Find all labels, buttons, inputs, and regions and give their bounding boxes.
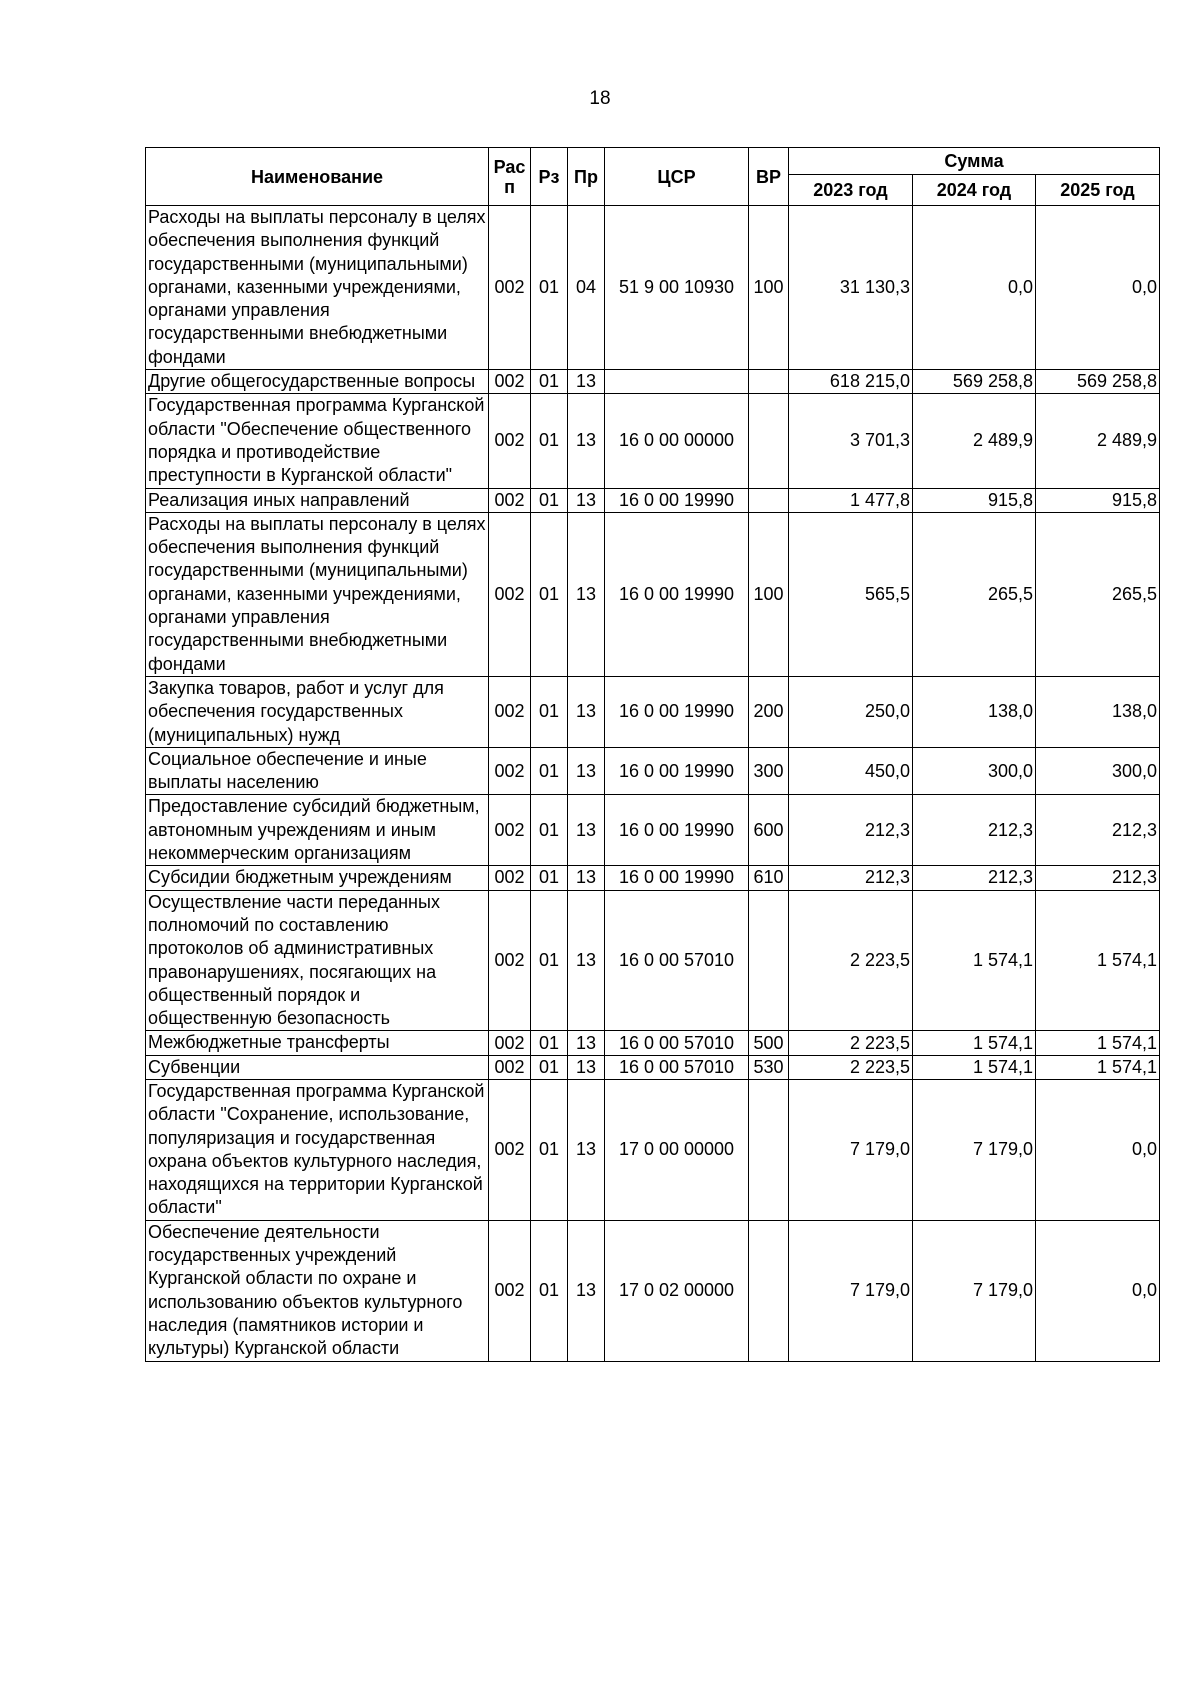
header-year-2025: 2025 год xyxy=(1036,175,1160,206)
row-sum-2025: 212,3 xyxy=(1036,866,1160,890)
header-year-2023: 2023 год xyxy=(789,175,913,206)
row-pr: 13 xyxy=(568,370,605,394)
row-pr: 04 xyxy=(568,206,605,370)
row-vr: 200 xyxy=(749,676,789,747)
row-sum-2024: 1 574,1 xyxy=(913,1031,1036,1055)
header-rz: Рз xyxy=(531,148,568,206)
row-rasp: 002 xyxy=(489,866,531,890)
row-vr: 530 xyxy=(749,1055,789,1079)
row-rasp: 002 xyxy=(489,488,531,512)
row-sum-2023: 7 179,0 xyxy=(789,1220,913,1361)
row-sum-2025: 0,0 xyxy=(1036,1220,1160,1361)
row-rz: 01 xyxy=(531,488,568,512)
table-row xyxy=(146,488,1160,512)
row-rasp: 002 xyxy=(489,1220,531,1361)
header-row xyxy=(146,148,1160,175)
header-sum: Сумма xyxy=(789,148,1160,175)
row-pr: 13 xyxy=(568,488,605,512)
row-pr: 13 xyxy=(568,1220,605,1361)
row-sum-2025: 212,3 xyxy=(1036,795,1160,866)
table-row xyxy=(146,866,1160,890)
row-sum-2023: 565,5 xyxy=(789,512,913,676)
row-name: Предоставление субсидий бюджетным, автономным учреждениям и иным некоммерческим организациям xyxy=(146,795,489,866)
row-vr: 500 xyxy=(749,1031,789,1055)
row-sum-2024: 7 179,0 xyxy=(913,1079,1036,1220)
row-sum-2024: 212,3 xyxy=(913,866,1036,890)
row-sum-2025: 300,0 xyxy=(1036,747,1160,795)
row-rz: 01 xyxy=(531,206,568,370)
row-sum-2025: 1 574,1 xyxy=(1036,1031,1160,1055)
row-sum-2024: 138,0 xyxy=(913,676,1036,747)
row-csr: 16 0 00 19990 xyxy=(605,795,749,866)
table-row xyxy=(146,1220,1160,1361)
row-sum-2024: 300,0 xyxy=(913,747,1036,795)
row-vr: 100 xyxy=(749,206,789,370)
row-rasp: 002 xyxy=(489,1079,531,1220)
table-row xyxy=(146,676,1160,747)
row-vr: 610 xyxy=(749,866,789,890)
row-csr: 51 9 00 10930 xyxy=(605,206,749,370)
row-name: Другие общегосударственные вопросы xyxy=(146,370,489,394)
row-name: Социальное обеспечение и иные выплаты населению xyxy=(146,747,489,795)
row-sum-2025: 1 574,1 xyxy=(1036,890,1160,1031)
row-rasp: 002 xyxy=(489,795,531,866)
row-pr: 13 xyxy=(568,890,605,1031)
row-rz: 01 xyxy=(531,1055,568,1079)
row-rasp: 002 xyxy=(489,676,531,747)
row-csr: 16 0 00 19990 xyxy=(605,488,749,512)
row-rz: 01 xyxy=(531,747,568,795)
row-sum-2025: 265,5 xyxy=(1036,512,1160,676)
table-row xyxy=(146,512,1160,676)
row-sum-2023: 2 223,5 xyxy=(789,1055,913,1079)
row-sum-2024: 0,0 xyxy=(913,206,1036,370)
row-csr: 16 0 00 19990 xyxy=(605,866,749,890)
row-sum-2023: 618 215,0 xyxy=(789,370,913,394)
row-csr: 16 0 00 19990 xyxy=(605,747,749,795)
header-rasp: Рас п xyxy=(489,148,531,206)
row-csr: 16 0 00 19990 xyxy=(605,676,749,747)
row-name: Межбюджетные трансферты xyxy=(146,1031,489,1055)
row-sum-2023: 7 179,0 xyxy=(789,1079,913,1220)
row-rz: 01 xyxy=(531,1031,568,1055)
row-sum-2025: 0,0 xyxy=(1036,1079,1160,1220)
row-pr: 13 xyxy=(568,866,605,890)
row-csr xyxy=(605,370,749,394)
table-row xyxy=(146,1079,1160,1220)
row-rasp: 002 xyxy=(489,1055,531,1079)
row-sum-2023: 212,3 xyxy=(789,866,913,890)
row-sum-2023: 212,3 xyxy=(789,795,913,866)
row-csr: 16 0 00 57010 xyxy=(605,1031,749,1055)
row-vr: 300 xyxy=(749,747,789,795)
table-row xyxy=(146,1055,1160,1079)
row-pr: 13 xyxy=(568,1031,605,1055)
header-vr: ВР xyxy=(749,148,789,206)
table-row xyxy=(146,747,1160,795)
header-year-2024: 2024 год xyxy=(913,175,1036,206)
row-name: Государственная программа Курганской области "Сохранение, использование, популяризация и государственная охрана объектов культурного наследия, находящихся на территории Курганской области" xyxy=(146,1079,489,1220)
row-pr: 13 xyxy=(568,512,605,676)
row-rz: 01 xyxy=(531,394,568,488)
row-sum-2024: 7 179,0 xyxy=(913,1220,1036,1361)
page-number: 18 xyxy=(589,88,611,109)
row-vr xyxy=(749,370,789,394)
table-row xyxy=(146,795,1160,866)
row-sum-2024: 265,5 xyxy=(913,512,1036,676)
row-vr xyxy=(749,1220,789,1361)
row-sum-2025: 569 258,8 xyxy=(1036,370,1160,394)
row-csr: 16 0 00 00000 xyxy=(605,394,749,488)
row-rasp: 002 xyxy=(489,512,531,676)
row-sum-2025: 915,8 xyxy=(1036,488,1160,512)
row-sum-2025: 138,0 xyxy=(1036,676,1160,747)
row-pr: 13 xyxy=(568,747,605,795)
row-rasp: 002 xyxy=(489,370,531,394)
row-csr: 16 0 00 57010 xyxy=(605,890,749,1031)
row-pr: 13 xyxy=(568,394,605,488)
row-name: Государственная программа Курганской области "Обеспечение общественного порядка и противодействие преступности в Курганской области" xyxy=(146,394,489,488)
row-rasp: 002 xyxy=(489,394,531,488)
row-sum-2023: 2 223,5 xyxy=(789,1031,913,1055)
row-csr: 16 0 00 19990 xyxy=(605,512,749,676)
row-rz: 01 xyxy=(531,512,568,676)
row-rasp: 002 xyxy=(489,890,531,1031)
row-name: Закупка товаров, работ и услуг для обеспечения государственных (муниципальных) нужд xyxy=(146,676,489,747)
row-sum-2024: 2 489,9 xyxy=(913,394,1036,488)
row-sum-2024: 1 574,1 xyxy=(913,890,1036,1031)
row-name: Субсидии бюджетным учреждениям xyxy=(146,866,489,890)
table-row xyxy=(146,890,1160,1031)
row-sum-2023: 31 130,3 xyxy=(789,206,913,370)
table-row xyxy=(146,1031,1160,1055)
row-name: Осуществление части переданных полномочий по составлению протоколов об административных правонарушениях, посягающих на общественный порядок и общественную безопасность xyxy=(146,890,489,1031)
row-sum-2023: 250,0 xyxy=(789,676,913,747)
table-row xyxy=(146,394,1160,488)
row-sum-2023: 3 701,3 xyxy=(789,394,913,488)
row-name: Субвенции xyxy=(146,1055,489,1079)
row-rz: 01 xyxy=(531,890,568,1031)
row-pr: 13 xyxy=(568,1055,605,1079)
row-rz: 01 xyxy=(531,1079,568,1220)
row-rz: 01 xyxy=(531,370,568,394)
row-rz: 01 xyxy=(531,1220,568,1361)
row-csr: 17 0 02 00000 xyxy=(605,1220,749,1361)
row-vr xyxy=(749,488,789,512)
table-row xyxy=(146,206,1160,370)
row-name: Расходы на выплаты персоналу в целях обеспечения выполнения функций государственными (муниципальными) органами, казенными учреждениями, органами управления государственными внебюджетными фондами xyxy=(146,512,489,676)
row-rz: 01 xyxy=(531,866,568,890)
row-vr xyxy=(749,890,789,1031)
row-sum-2023: 450,0 xyxy=(789,747,913,795)
header-name: Наименование xyxy=(146,148,489,206)
row-rasp: 002 xyxy=(489,1031,531,1055)
row-sum-2025: 0,0 xyxy=(1036,206,1160,370)
row-sum-2024: 915,8 xyxy=(913,488,1036,512)
row-sum-2025: 1 574,1 xyxy=(1036,1055,1160,1079)
budget-table xyxy=(145,147,1160,1362)
row-csr: 17 0 00 00000 xyxy=(605,1079,749,1220)
row-rz: 01 xyxy=(531,795,568,866)
table-body xyxy=(146,206,1160,1362)
row-vr xyxy=(749,1079,789,1220)
table-row xyxy=(146,370,1160,394)
row-csr: 16 0 00 57010 xyxy=(605,1055,749,1079)
row-vr xyxy=(749,394,789,488)
header-csr: ЦСР xyxy=(605,148,749,206)
row-sum-2024: 569 258,8 xyxy=(913,370,1036,394)
row-rasp: 002 xyxy=(489,206,531,370)
row-sum-2024: 212,3 xyxy=(913,795,1036,866)
row-vr: 600 xyxy=(749,795,789,866)
header-pr: Пр xyxy=(568,148,605,206)
row-sum-2024: 1 574,1 xyxy=(913,1055,1036,1079)
row-rz: 01 xyxy=(531,676,568,747)
row-sum-2023: 2 223,5 xyxy=(789,890,913,1031)
row-name: Реализация иных направлений xyxy=(146,488,489,512)
row-name: Обеспечение деятельности государственных учреждений Курганской области по охране и использованию объектов культурного наследия (памятников истории и культуры) Курганской области xyxy=(146,1220,489,1361)
row-sum-2023: 1 477,8 xyxy=(789,488,913,512)
row-pr: 13 xyxy=(568,795,605,866)
row-name: Расходы на выплаты персоналу в целях обеспечения выполнения функций государственными (муниципальными) органами, казенными учреждениями, органами управления государственными внебюджетными фондами xyxy=(146,206,489,370)
row-vr: 100 xyxy=(749,512,789,676)
row-pr: 13 xyxy=(568,1079,605,1220)
row-rasp: 002 xyxy=(489,747,531,795)
row-pr: 13 xyxy=(568,676,605,747)
row-sum-2025: 2 489,9 xyxy=(1036,394,1160,488)
